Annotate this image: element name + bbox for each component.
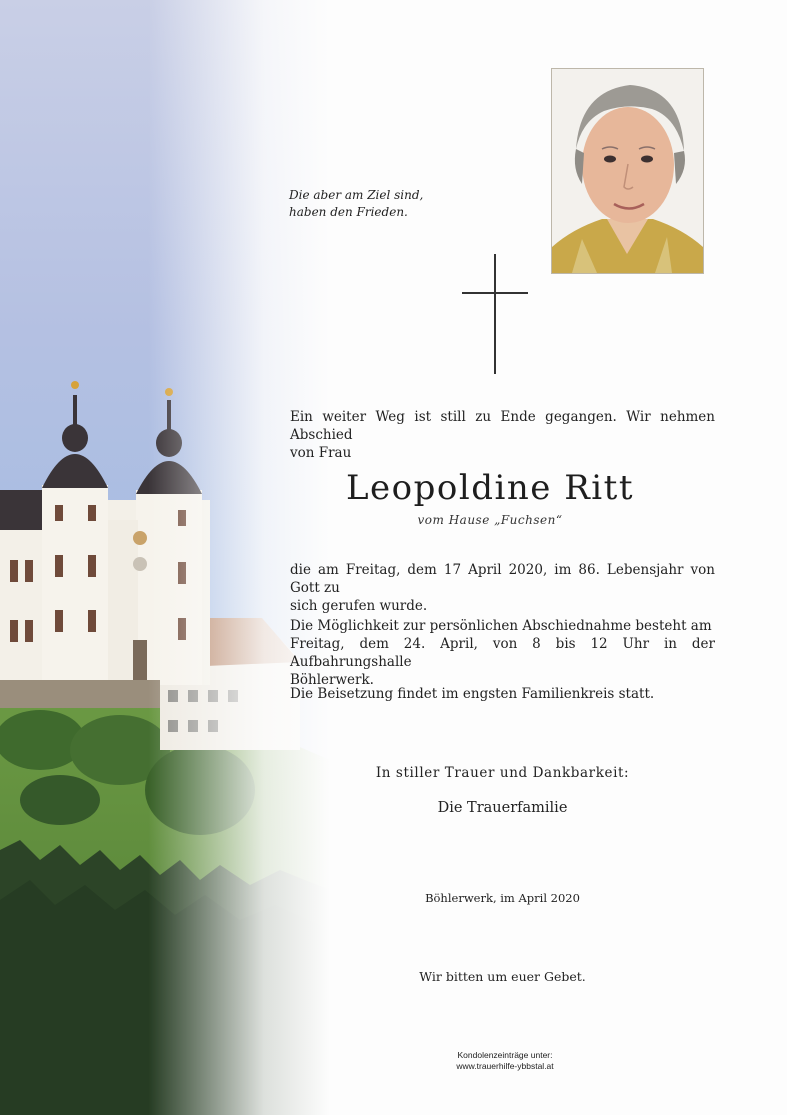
death-line-1: die am Freitag, dem 17 April 2020, im 86. Lebensjahr von Gott zu [290,562,715,596]
farewell-line-1: Die Möglichkeit zur persönlichen Abschiednahme besteht am [290,618,712,634]
portrait-image [552,69,703,273]
farewell-line-3: Böhlerwerk. [290,672,374,688]
intro-line-2: von Frau [290,445,352,461]
bible-verse [289,187,509,221]
farewell-line-2: Freitag, dem 24. April, von 8 bis 12 Uhr in der Aufbahrungshalle [290,636,715,670]
church-landscape-image [0,0,330,1115]
cross-icon [462,254,528,374]
deceased-name: Leopoldine Ritt [345,468,635,508]
prayer-request: Wir bitten um euer Gebet. [419,969,586,984]
verse-line-2: haben den Frieden. [289,205,408,219]
place-date: Böhlerwerk, im April 2020 [425,891,580,905]
death-line-2: sich gerufen wurde. [290,598,428,614]
verse-line-1: Die aber am Ziel sind, [289,188,424,202]
condolence-label: Kondolenzeinträge unter: [457,1050,553,1060]
family-signature: Die Trauerfamilie [437,800,568,816]
portrait-photo [551,68,704,274]
intro-line-1: Ein weiter Weg ist still zu Ende gegangen. Wir nehmen Abschied [290,409,715,443]
condolence-url[interactable]: www.trauerhilfe-ybbstal.at [456,1061,554,1071]
house-name: vom Hause „Fuchsen“ [417,513,563,527]
farewell-text [290,617,715,689]
mourning-line: In stiller Trauer und Dankbarkeit: [375,765,630,781]
burial-text: Die Beisetzung findet im engsten Familienkreis statt. [290,686,655,702]
death-notice-text [290,561,715,615]
intro-text [290,408,715,462]
